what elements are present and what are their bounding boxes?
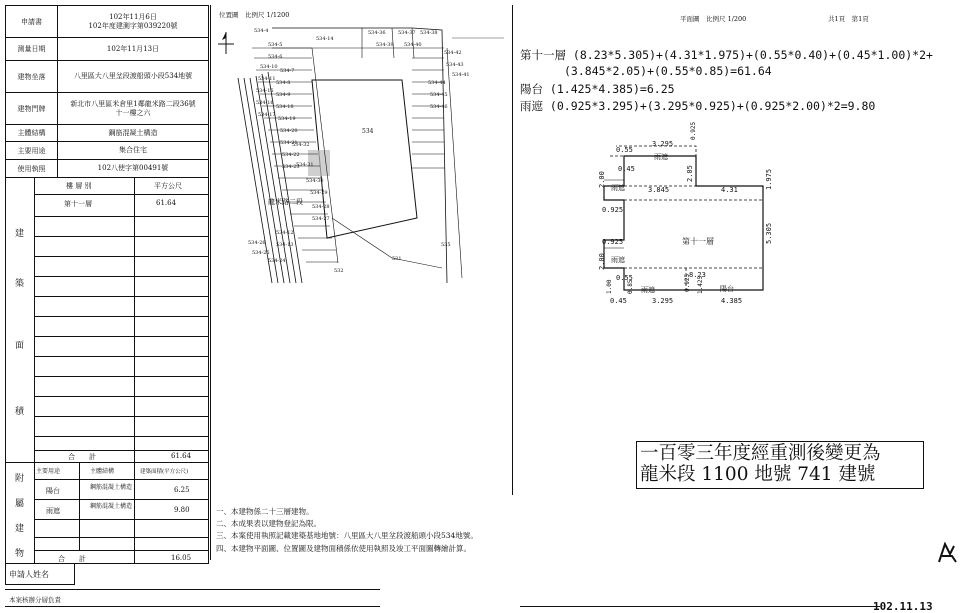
parcel-534-41: 534-41 — [452, 72, 470, 78]
section-char-2: 築 — [15, 279, 25, 289]
canopy-label-bottom: 雨遮 — [641, 286, 655, 294]
dim-100: 1.00 — [606, 279, 613, 294]
application-date: 102年11月6日 — [109, 12, 157, 21]
dim-431: 4.31 — [721, 186, 738, 194]
footer-label: 本案核辦分層負責 — [9, 596, 61, 604]
parcel-534-43: 534-43 — [446, 62, 464, 68]
dim-200-left2: 2.00 — [598, 253, 606, 270]
parcel-534-32: 534-32 — [292, 142, 310, 148]
dim-205: 2.05 — [686, 165, 694, 182]
parcel-534-42: 534-42 — [444, 50, 462, 56]
row-address — [6, 93, 208, 125]
survey-info-table — [5, 5, 209, 564]
row-location — [6, 61, 208, 93]
parcel-534-20: 534-20 — [280, 128, 298, 134]
survey-date: 102年11月13日 — [106, 44, 160, 53]
row-application — [6, 6, 208, 38]
floor-col-header: 樓 層 別 — [66, 182, 92, 190]
section-char-4: 積 — [15, 407, 25, 417]
parcel-534-29: 534-29 — [310, 190, 328, 196]
dim-200-left: 2.00 — [598, 171, 606, 188]
row-survey-date — [6, 38, 208, 61]
applicant-label: 申請人姓名 — [9, 570, 49, 579]
area-col-header: 平方公尺 — [154, 182, 182, 190]
structure-value: 鋼筋混凝土構造 — [108, 128, 158, 137]
annex-canopy-use: 雨遮 — [46, 507, 60, 515]
annex-char-1: 附 — [15, 474, 25, 484]
dim-0925-left: 0.925 — [602, 206, 624, 214]
dim-3295-bottom: 3.295 — [652, 297, 674, 305]
dim-3845: 3.845 — [648, 186, 670, 194]
parcel-534-31: 534-31 — [296, 162, 314, 168]
location-plan-title: 位置圖 比例尺 1/1200 — [219, 11, 290, 19]
section-char-3: 面 — [15, 341, 25, 351]
dim-1425: 1.425 — [697, 275, 704, 294]
room-label-floor11: 第十一層 — [682, 237, 714, 246]
annex-total-value: 16.05 — [171, 554, 192, 562]
formula-canopy: 雨遮 (0.925*3.295)+(3.295*0.925)+(0.925*2.00)*2=9.80 — [520, 99, 876, 113]
dim-0925-left2: 0.925 — [602, 238, 624, 246]
parcel-534-18: 534-18 — [276, 104, 294, 110]
parcel-534-14: 534-14 — [316, 36, 334, 42]
application-number: 102年度建測字第039220號 — [88, 21, 178, 30]
row-main-use — [6, 142, 208, 160]
area-total-value: 61.64 — [171, 452, 192, 460]
address-line2: 十一樓之六 — [115, 108, 151, 117]
parcel-534-28: 534-28 — [312, 204, 330, 210]
parcel-534-30: 534-30 — [306, 178, 324, 184]
signature-mark-icon — [936, 542, 958, 564]
parcel-534-38: 534-38 — [420, 30, 438, 36]
label-survey-date: 測量日期 — [6, 38, 58, 60]
dim-5305: 5.305 — [765, 222, 773, 244]
parcel-534-13: 534-13 — [276, 242, 294, 248]
label-location: 建物坐落 — [6, 61, 58, 92]
floor-11-area: 61.64 — [156, 199, 177, 207]
parcel-531: 531 — [392, 256, 402, 262]
formula-floor11-line2: (3.845*2.05)+(0.55*0.85)=61.64 — [564, 64, 772, 78]
dim-823: 8.23 — [689, 271, 706, 279]
label-address: 建物門牌 — [6, 93, 58, 124]
label-application: 申請書 — [6, 6, 58, 37]
remeasure-stamp — [636, 441, 924, 489]
annex-char-2: 屬 — [15, 499, 25, 509]
parcel-534-45: 534-45 — [430, 92, 448, 98]
parcel-534-21: 534-21 — [280, 140, 298, 146]
parcel-534-11: 534-11 — [258, 76, 276, 82]
dim-0925-bottom: 0.925 — [684, 273, 691, 292]
parcel-534-10: 534-10 — [260, 64, 278, 70]
floor-plan-title: 平面圖 比例尺 1/200 — [680, 15, 747, 23]
parcel-534-15: 534-15 — [256, 88, 274, 94]
parcel-534-12: 534-12 — [276, 230, 294, 236]
dim-1975: 1.975 — [765, 168, 773, 190]
bottom-date: 102.11.13 — [873, 600, 933, 613]
dim-3295-top: 3.295 — [652, 140, 674, 148]
annex-char-3: 建 — [15, 524, 25, 534]
permit-value: 102八使字第00491號 — [97, 164, 169, 172]
label-structure: 主體結構 — [6, 125, 58, 141]
parcel-532: 532 — [334, 268, 344, 274]
annex-canopy-struct: 鋼筋混凝土構造 — [89, 503, 132, 510]
dim-055-top: 0.55 — [616, 146, 633, 154]
north-arrow-icon — [218, 32, 234, 54]
parcel-534-23: 534-23 — [282, 164, 300, 170]
parcel-534-24: 534-24 — [268, 258, 286, 264]
dim-055-bottom: 0.55 — [616, 274, 633, 282]
note-1: 一、本建物係二十三層建物。 — [216, 507, 314, 516]
label-permit: 使用執照 — [6, 160, 58, 177]
parcel-534-39: 534-39 — [376, 42, 394, 48]
building-location: 八里區大八里坌段渡船頭小段534地號 — [73, 72, 193, 80]
floor-11-label: 第十一層 — [64, 200, 92, 208]
annex-balcony-struct: 鋼筋混凝土構造 — [89, 484, 132, 491]
canopy-label-left: 雨遮 — [611, 184, 625, 192]
parcel-534: 534 — [362, 128, 374, 135]
parcel-534-8: 534-8 — [276, 80, 291, 86]
note-3: 三、本案使用執照記載建築基地地號：八里區大八里坌段渡船頭小段534地號。 — [216, 531, 478, 540]
page-info: 共1頁 第1頁 — [828, 15, 869, 23]
parcel-535: 535 — [441, 242, 451, 248]
canopy-label-top: 雨遮 — [654, 153, 668, 161]
parcel-534-5: 534-5 — [268, 42, 283, 48]
dim-085: 0.85 — [627, 279, 634, 294]
annex-balcony-use: 陽台 — [46, 487, 60, 495]
dim-0925-right: 0.925 — [690, 121, 697, 140]
parcel-534-16: 534-16 — [256, 100, 274, 106]
annex-area-header: 建築面積(平方公尺) — [140, 469, 189, 475]
location-plan — [212, 18, 510, 288]
annex-balcony-area: 6.25 — [174, 486, 190, 494]
label-main-use: 主要用途 — [6, 142, 58, 159]
parcel-534-17: 534-17 — [258, 112, 276, 118]
main-use-value: 集合住宅 — [119, 146, 147, 154]
parcel-534-22: 534-22 — [282, 152, 300, 158]
area-total-label: 合 計 — [68, 453, 96, 461]
dim-045-bottom: 0.45 — [610, 297, 627, 305]
parcel-534-4: 534-4 — [254, 28, 269, 34]
parcel-534-7: 534-7 — [280, 68, 295, 74]
annex-struct-header: 主體結構 — [90, 468, 115, 475]
annex-canopy-area: 9.80 — [174, 506, 190, 514]
parcel-534-19: 534-19 — [278, 116, 296, 122]
balcony-label: 陽台 — [720, 285, 734, 293]
parcel-534-25: 534-25 — [252, 250, 270, 256]
parcel-534-46: 534-46 — [430, 104, 448, 110]
formula-balcony: 陽台 (1.425*4.385)=6.25 — [520, 82, 675, 96]
note-2: 二、本成果表以建物登記為限。 — [216, 519, 321, 528]
parcel-534-40: 534-40 — [404, 42, 422, 48]
parcel-534-6: 534-6 — [268, 54, 283, 60]
annex-total-label: 合 計 — [58, 555, 86, 563]
dim-4385: 4.385 — [721, 297, 743, 305]
stamp-line2: 龍米段 1100 地號 741 建號 — [640, 464, 876, 485]
parcel-534-26: 534-26 — [248, 240, 266, 246]
parcel-534-44: 534-44 — [428, 80, 446, 86]
row-permit — [6, 160, 208, 178]
annex-char-4: 物 — [15, 549, 25, 559]
annex-use-header: 主要用途 — [36, 468, 61, 475]
dim-045-top: 0.45 — [618, 165, 635, 173]
parcel-534-27: 534-27 — [312, 216, 330, 222]
stamp-line1: 一百零三年度經重測後變更為 — [640, 443, 881, 464]
parcel-534-9: 534-9 — [276, 92, 291, 98]
road-label: 龍米路二段 — [268, 198, 303, 206]
address-line1: 新北市八里區米倉里1鄰龍米路二段36號 — [70, 99, 196, 108]
row-structure — [6, 125, 208, 142]
parcel-534-37: 534-37 — [398, 30, 416, 36]
note-4: 四、本建物平面圖、位置圖及建物面積係依使用執照及竣工平面圖轉繪計算。 — [216, 544, 471, 553]
section-char-1: 建 — [15, 229, 25, 239]
canopy-label-left2: 雨遮 — [611, 256, 625, 264]
parcel-534-36: 534-36 — [368, 30, 386, 36]
formula-floor11-line1: 第十一層 (8.23*5.305)+(4.31*1.975)+(0.55*0.40)+(0.45*1.00)*2+ — [520, 48, 933, 62]
